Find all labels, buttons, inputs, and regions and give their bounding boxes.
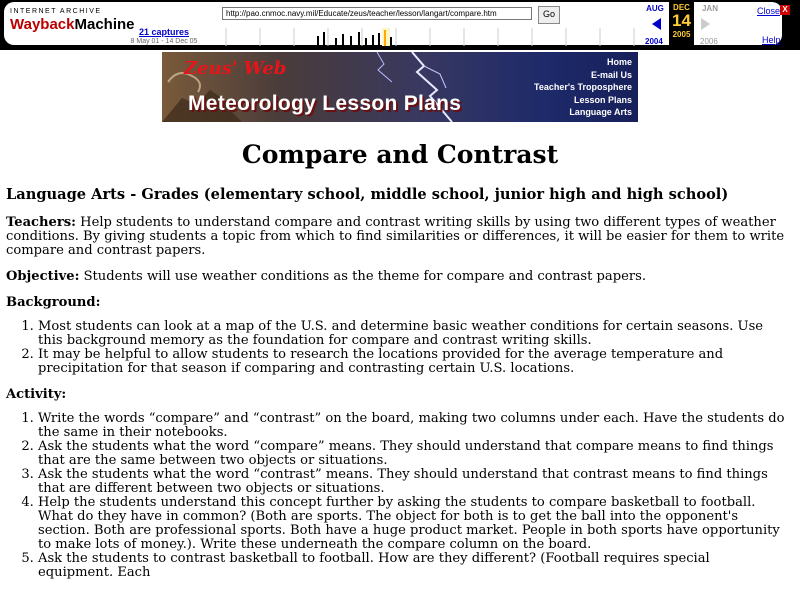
teachers-paragraph [6,216,788,258]
current-day: 14 [672,11,691,30]
lesson-content [6,186,788,592]
page-title: Compare and Contrast [241,140,559,169]
banner-lesson-title: Meteorology Lesson Plans [188,92,462,115]
url-input[interactable]: http://pao.cnmoc.navy.mil/Educate/zeus/teacher/lesson/langart/compare.htm [222,7,532,20]
nav-home[interactable]: Home [606,57,632,67]
activity-list [6,412,788,580]
close-icon[interactable]: X [780,5,790,15]
wayback-logo-top: INTERNET ARCHIVE [10,8,102,15]
next-month: JAN [701,4,718,13]
list-item: 3. Ask the students what the word “contrast” means. They should understand that contrast means to find things that are different between two objects or situations. [38,468,788,496]
site-banner [162,52,638,122]
captures-range: 8 May 01 - 14 Dec 05 [130,38,198,45]
banner-nav [534,56,632,119]
activity-heading: Activity: [6,387,67,402]
prev-arrow-icon[interactable] [652,18,661,30]
objective-label: Objective: [6,269,80,284]
teachers-text: Help students to understand compare and contrast writing skills by using two different types of weather conditions. By giving students a topic from which to find similarities or differences, it will be easier for them to write compare and contrast papers. [6,215,785,258]
current-capture [669,2,694,47]
banner-zeus-title: Zeus' Web [184,58,287,79]
wayback-logo-machine: Machine [74,16,135,33]
nav-teachers-troposphere[interactable]: Teacher's Troposphere [533,82,632,92]
capture-sparkline[interactable] [222,26,640,46]
nav-language-arts[interactable]: Language Arts [569,107,632,117]
prev-year[interactable]: 2004 [645,37,663,46]
wayback-logo[interactable] [10,8,135,40]
nav-lesson-plans[interactable]: Lesson Plans [573,94,632,105]
background-list [6,320,788,376]
objective-paragraph [6,270,788,284]
wayback-logo-brand [10,16,135,33]
current-month: DEC [673,3,690,12]
help-link[interactable]: Help [762,35,781,45]
wayback-logo-way: Wayback [10,16,75,33]
objective-text: Students will use weather conditions as the theme for compare and contrast papers. [79,269,646,284]
list-item: 5. Ask the students to contrast basketball to football. How are they different? (Football requires special equipment. Each [38,552,788,580]
captures-link[interactable]: 21 captures [138,27,190,37]
nav-email[interactable]: E-mail Us [590,69,632,80]
next-arrow-icon [701,18,710,30]
grades-subtitle: Language Arts - Grades (elementary school, middle school, junior high and high school) [6,186,729,203]
wayback-toolbar-panel [4,2,788,46]
list-item: 4. Help the students understand this concept further by asking the students to compare basketball to football. What do they have in common? (Both are sports. The object for both is to get the ball into the opponent's section. Both are professional sports. Both have a huge product market. People in both sports have opportunity to make lots of money.). Write these underneath the compare column on the board. [38,496,788,552]
prev-month[interactable]: AUG [646,4,664,13]
go-button[interactable]: Go [538,6,560,24]
next-year: 2006 [700,37,718,46]
list-item: 2. Ask the students what the word “compare” means. They should understand that compare means to find things that are the same between two objects or situations. [38,440,788,468]
close-link[interactable]: Close [757,6,781,16]
background-heading: Background: [6,295,101,310]
list-item: 1. Write the words “compare” and “contrast” on the board, making two columns under each. Have the students do the same in their notebooks. [38,412,788,440]
current-year: 2005 [672,30,691,39]
teachers-label: Teachers: [6,215,76,230]
calendar-nav [644,2,734,48]
list-item: 2. It may be helpful to allow students to research the locations provided for the average temperature and precipitation for that season if comparing and contrasting certain U.S. locations. [38,348,788,376]
list-item: 1. Most students can look at a map of the U.S. and determine basic weather conditions for certain seasons. Use this background memory as the foundation for compare and contrast writing skills. [38,320,788,348]
wayback-toolbar [0,0,800,50]
captures-info [114,27,214,45]
